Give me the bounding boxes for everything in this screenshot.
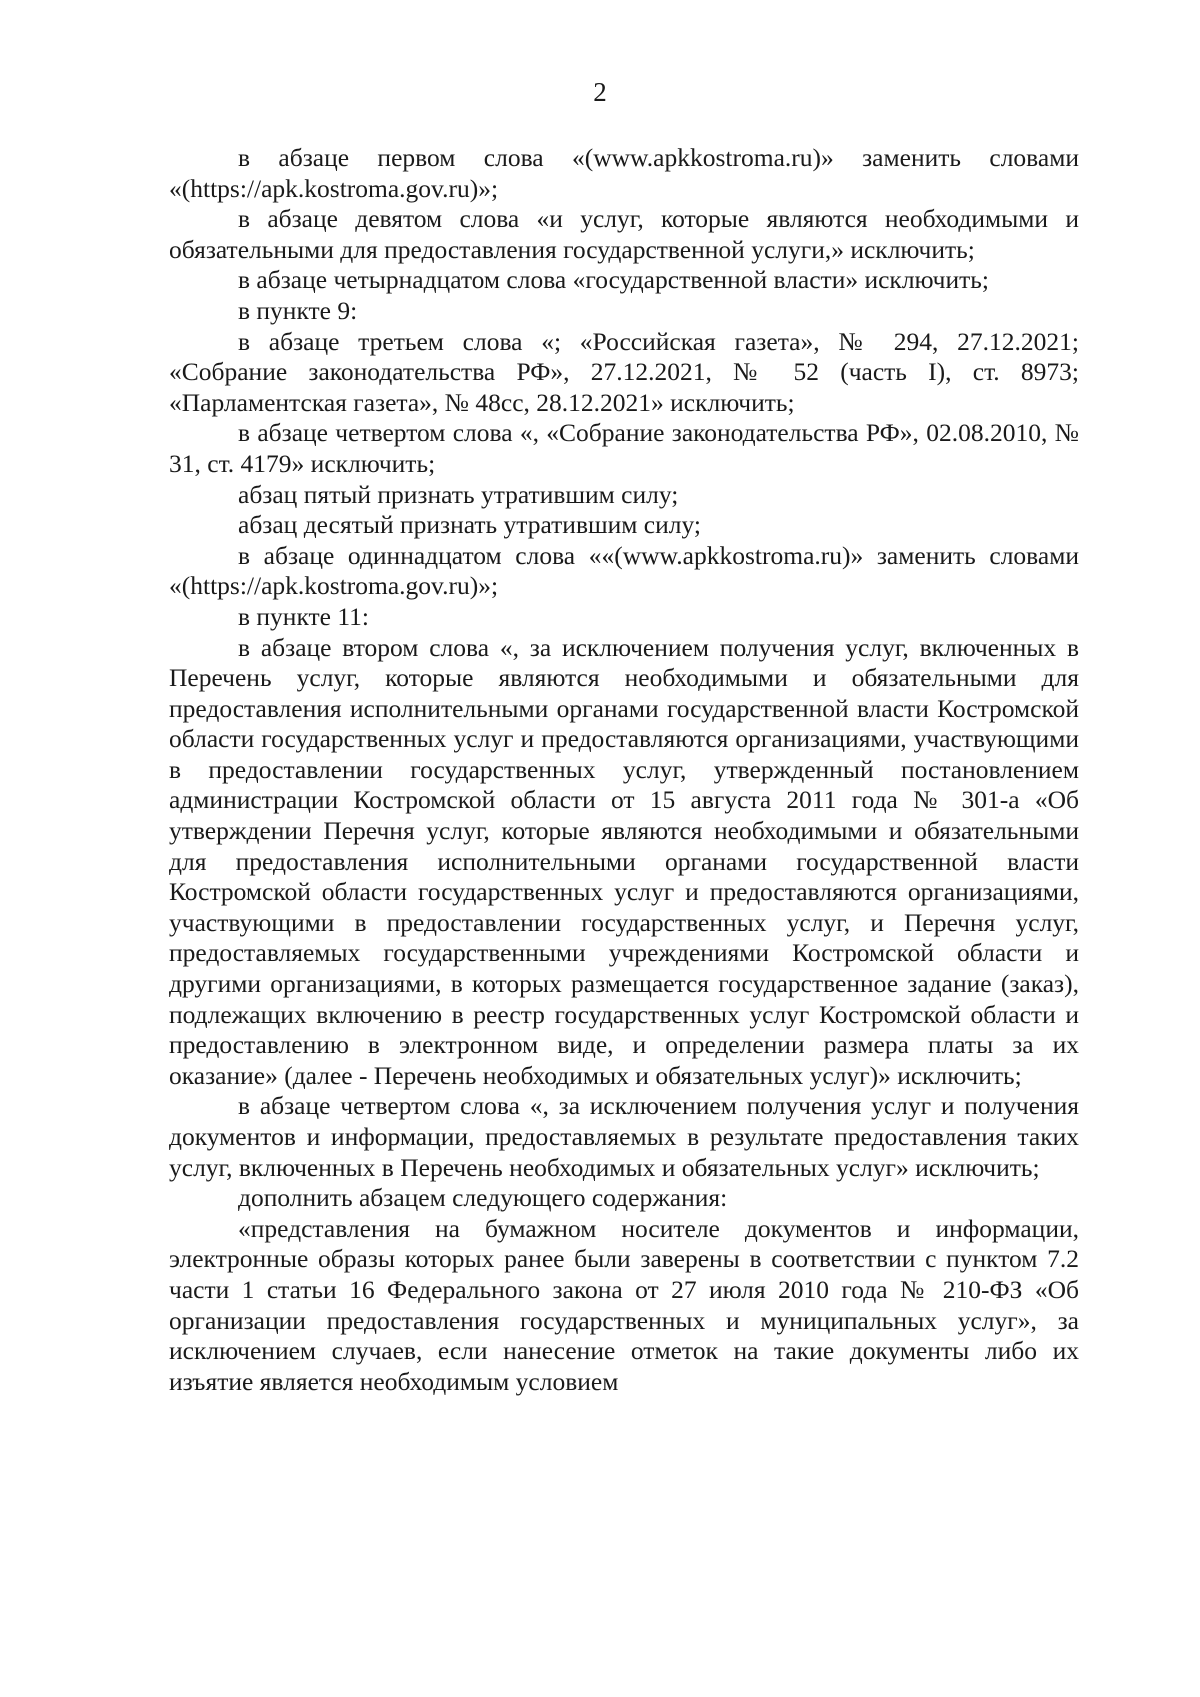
paragraph-14: «представления на бумажном носителе документов и информации, электронные образы которых ранее были заверены в соответствии с пунктом 7.2 части 1 статьи 16 Федерального закона от 27 июля 2010 года № 210-ФЗ «Об организации предоставления государственных и муниципальных услуг», за исключением случаев, если нанесение отметок на такие документы либо их изъятие является необходимым условием bbox=[169, 1213, 1079, 1396]
paragraph-5: в абзаце третьем слова «; «Российская газета», № 294, 27.12.2021; «Собрание законодательства РФ», 27.12.2021, № 52 (часть I), ст. 8973; «Парламентская газета», № 48сс, 28.12.2021» исключить; bbox=[169, 326, 1079, 417]
paragraph-10: в пункте 11: bbox=[238, 601, 369, 631]
paragraph-2: в абзаце девятом слова «и услуг, которые являются необходимыми и обязательными для предоставления государственной услуги,» исключить; bbox=[169, 204, 1079, 264]
paragraph-9: в абзаце одиннадцатом слова ««(www.apkkostroma.ru)» заменить словами «(https://apk.kostroma.gov.ru)»; bbox=[169, 540, 1079, 601]
document-body bbox=[169, 143, 1079, 1397]
paragraph-4: в пункте 9: bbox=[238, 295, 358, 325]
paragraph-3: в абзаце четырнадцатом слова «государственной власти» исключить; bbox=[238, 265, 989, 295]
paragraph-11: в абзаце втором слова «, за исключением получения услуг, включенных в Перечень услуг, которые являются необходимыми и обязательными для предоставления исполнительными органами государственной власти Костромской области государственных услуг и предоставляются организациями, участвующими в предоставлении государственных услуг, утвержденный постановлением администрации Костромской области от 15 августа 2011 года № 301-а «Об утверждении Перечня услуг, которые являются необходимыми и обязательными для предоставления исполнительными органами государственной власти Костромской области государственных услуг и предоставляются организациями, участвующими в предоставлении государственных услуг, и Перечня услуг, предоставляемых государственными учреждениями Костромской области и другими организациями, в которых размещается государственное задание (заказ), подлежащих включению в реестр государственных услуг Костромской области и предоставлению в электронном виде, и определении размера платы за их оказание» (далее - Перечень необходимых и обязательных услуг)» исключить; bbox=[169, 632, 1079, 1090]
paragraph-8: абзац десятый признать утратившим силу; bbox=[238, 510, 701, 540]
page-number: 2 bbox=[593, 77, 607, 107]
paragraph-1: в абзаце первом слова «(www.apkkostroma.ru)» заменить словами «(https://apk.kostroma.gov.ru)»; bbox=[169, 143, 1079, 203]
paragraph-13: дополнить абзацем следующего содержания: bbox=[238, 1183, 728, 1213]
paragraph-7: абзац пятый признать утратившим силу; bbox=[238, 479, 679, 509]
paragraph-6: в абзаце четвертом слова «, «Собрание законодательства РФ», 02.08.2010, № 31, ст. 4179» исключить; bbox=[169, 418, 1079, 478]
paragraph-12: в абзаце четвертом слова «, за исключением получения услуг и получения документов и информации, предоставляемых в результате предоставления таких услуг, включенных в Перечень необходимых и обязательных услуг» исключить; bbox=[169, 1091, 1079, 1182]
